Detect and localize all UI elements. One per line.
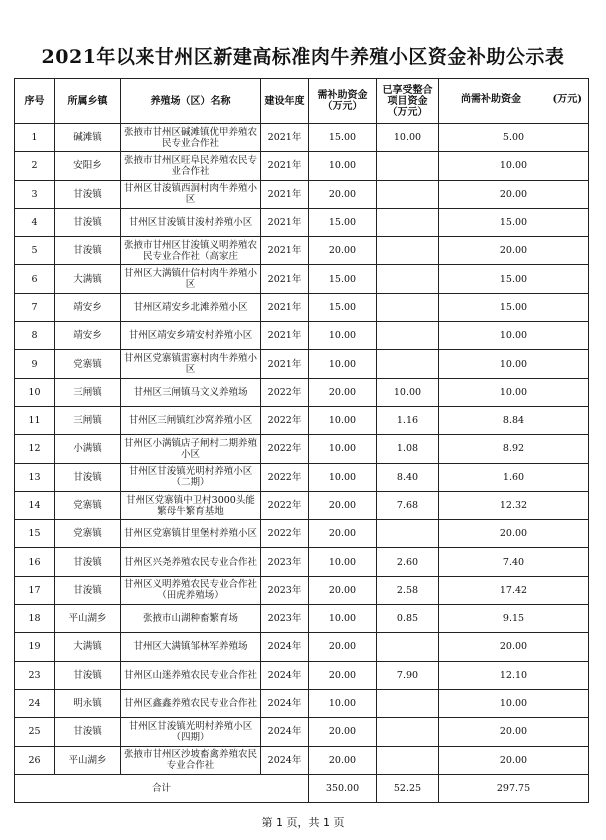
cell-year: 2021年 [261,265,309,293]
cell-received: 2.58 [377,576,439,604]
cell-town: 甘浚镇 [55,463,121,491]
cell-seq: 13 [15,463,55,491]
cell-seq: 16 [15,548,55,576]
cell-year: 2022年 [261,520,309,548]
cell-farm: 张掖市甘州区甘浚镇义明养殖农民专业合作社（高家庄 [121,237,261,265]
cell-seq: 5 [15,237,55,265]
header-remaining-unit: (万元) [552,94,582,105]
cell-received [377,237,439,265]
cell-received: 10.00 [377,124,439,152]
cell-received: 1.08 [377,435,439,463]
cell-need: 20.00 [309,180,377,208]
cell-received: 10.00 [377,378,439,406]
table-row [15,322,589,350]
cell-received: 2.60 [377,548,439,576]
cell-seq: 14 [15,491,55,519]
cell-remaining: 10.00 [439,350,589,378]
cell-received: 7.68 [377,491,439,519]
cell-need: 20.00 [309,491,377,519]
cell-need: 15.00 [309,293,377,321]
table-row [15,293,589,321]
cell-remaining: 20.00 [439,718,589,746]
cell-town: 明永镇 [55,689,121,717]
cell-farm: 张掖市甘州区旺阜民养殖农民专业合作社 [121,152,261,180]
header-remaining-label: 尚需补助资金 [461,94,521,105]
cell-seq: 4 [15,208,55,236]
cell-received [377,322,439,350]
cell-need: 20.00 [309,661,377,689]
cell-remaining: 20.00 [439,237,589,265]
table-row [15,152,589,180]
cell-remaining: 5.00 [439,124,589,152]
table-row [15,548,589,576]
cell-year: 2023年 [261,548,309,576]
cell-remaining: 8.84 [439,406,589,434]
cell-year: 2024年 [261,633,309,661]
cell-need: 10.00 [309,435,377,463]
cell-farm: 张掖市山湖种畜繁育场 [121,605,261,633]
cell-year: 2021年 [261,124,309,152]
totals-label: 合计 [15,774,309,802]
header-need: 需补助资金（万元） [309,79,377,124]
cell-received [377,746,439,774]
cell-remaining: 15.00 [439,208,589,236]
cell-need: 10.00 [309,406,377,434]
cell-need: 15.00 [309,208,377,236]
cell-town: 碱滩镇 [55,124,121,152]
cell-need: 20.00 [309,576,377,604]
table-row [15,350,589,378]
cell-town: 大满镇 [55,265,121,293]
cell-year: 2022年 [261,491,309,519]
table-row [15,208,589,236]
cell-farm: 张掖市甘州区沙坡畜禽养殖农民专业合作社 [121,746,261,774]
cell-need: 20.00 [309,237,377,265]
cell-remaining: 20.00 [439,746,589,774]
cell-need: 10.00 [309,463,377,491]
cell-received [377,718,439,746]
cell-town: 平山湖乡 [55,746,121,774]
table-row [15,237,589,265]
table-row [15,576,589,604]
table-row [15,180,589,208]
cell-need: 15.00 [309,265,377,293]
cell-year: 2021年 [261,237,309,265]
cell-farm: 甘州区甘浚镇光明村养殖小区（四期） [121,718,261,746]
cell-need: 15.00 [309,124,377,152]
cell-year: 2024年 [261,689,309,717]
cell-year: 2023年 [261,605,309,633]
cell-seq: 11 [15,406,55,434]
table-row [15,633,589,661]
cell-town: 甘浚镇 [55,718,121,746]
cell-town: 甘浚镇 [55,237,121,265]
cell-farm: 甘州区靖安乡靖安村养殖小区 [121,322,261,350]
cell-year: 2021年 [261,208,309,236]
cell-year: 2022年 [261,406,309,434]
cell-seq: 8 [15,322,55,350]
cell-seq: 7 [15,293,55,321]
cell-town: 甘浚镇 [55,180,121,208]
cell-year: 2021年 [261,322,309,350]
cell-town: 党寨镇 [55,520,121,548]
cell-farm: 甘州区甘浚镇光明村养殖小区（二期） [121,463,261,491]
cell-year: 2021年 [261,180,309,208]
cell-received [377,265,439,293]
cell-seq: 25 [15,718,55,746]
totals-row [15,774,589,802]
table-row [15,689,589,717]
cell-need: 20.00 [309,633,377,661]
table-row [15,406,589,434]
table-row [15,435,589,463]
cell-farm: 甘州区兴尧养殖农民专业合作社 [121,548,261,576]
cell-need: 20.00 [309,718,377,746]
cell-farm: 甘州区甘浚镇西洞村肉牛养殖小区 [121,180,261,208]
cell-seq: 9 [15,350,55,378]
table-row [15,265,589,293]
cell-seq: 23 [15,661,55,689]
cell-farm: 甘州区甘浚镇甘浚村养殖小区 [121,208,261,236]
cell-remaining: 7.40 [439,548,589,576]
cell-year: 2022年 [261,435,309,463]
cell-remaining: 10.00 [439,689,589,717]
cell-year: 2021年 [261,293,309,321]
cell-year: 2024年 [261,746,309,774]
cell-need: 20.00 [309,746,377,774]
cell-farm: 甘州区三闸镇马文义养殖场 [121,378,261,406]
cell-remaining: 10.00 [439,378,589,406]
header-seq: 序号 [15,79,55,124]
cell-remaining: 1.60 [439,463,589,491]
cell-remaining: 20.00 [439,633,589,661]
cell-farm: 甘州区大满镇什信村肉牛养殖小区 [121,265,261,293]
cell-year: 2023年 [261,576,309,604]
cell-received [377,520,439,548]
cell-remaining: 17.42 [439,576,589,604]
cell-town: 靖安乡 [55,322,121,350]
cell-seq: 10 [15,378,55,406]
cell-need: 10.00 [309,548,377,576]
cell-need: 10.00 [309,152,377,180]
table-row [15,605,589,633]
cell-seq: 19 [15,633,55,661]
cell-received [377,180,439,208]
cell-received [377,208,439,236]
table-header-row [15,79,589,124]
cell-seq: 15 [15,520,55,548]
cell-received [377,293,439,321]
cell-farm: 甘州区党寨镇雷寨村肉牛养殖小区 [121,350,261,378]
table-row [15,378,589,406]
cell-remaining: 20.00 [439,180,589,208]
cell-remaining: 8.92 [439,435,589,463]
cell-farm: 甘州区小满镇店子闸村二期养殖小区 [121,435,261,463]
cell-year: 2022年 [261,463,309,491]
table-row [15,491,589,519]
header-year: 建设年度 [261,79,309,124]
cell-town: 小满镇 [55,435,121,463]
table-row [15,718,589,746]
cell-need: 10.00 [309,322,377,350]
cell-seq: 2 [15,152,55,180]
cell-remaining: 15.00 [439,293,589,321]
table-row [15,520,589,548]
cell-received [377,633,439,661]
cell-received [377,689,439,717]
cell-town: 甘浚镇 [55,208,121,236]
cell-town: 三闸镇 [55,378,121,406]
cell-seq: 6 [15,265,55,293]
table-row [15,746,589,774]
header-remaining [439,79,589,124]
cell-year: 2021年 [261,350,309,378]
cell-farm: 甘州区三闸镇红沙窝养殖小区 [121,406,261,434]
table-row [15,661,589,689]
table-row [15,463,589,491]
cell-seq: 12 [15,435,55,463]
cell-remaining: 20.00 [439,520,589,548]
cell-remaining: 9.15 [439,605,589,633]
cell-seq: 17 [15,576,55,604]
page-title: 2021年以来甘州区新建高标准肉牛养殖小区资金补助公示表 [41,46,565,68]
cell-need: 20.00 [309,520,377,548]
cell-remaining: 10.00 [439,322,589,350]
cell-town: 三闸镇 [55,406,121,434]
cell-received: 1.16 [377,406,439,434]
cell-town: 大满镇 [55,633,121,661]
cell-farm: 张掖市甘州区碱滩镇优甲养殖农民专业合作社 [121,124,261,152]
cell-received [377,350,439,378]
header-town: 所属乡镇 [55,79,121,124]
cell-town: 靖安乡 [55,293,121,321]
cell-town: 党寨镇 [55,491,121,519]
subsidy-table [14,78,589,803]
cell-year: 2024年 [261,661,309,689]
page-footer: 第 1 页，共 1 页 [261,816,345,829]
cell-need: 10.00 [309,605,377,633]
cell-need: 10.00 [309,689,377,717]
cell-received: 0.85 [377,605,439,633]
cell-received: 7.90 [377,661,439,689]
cell-need: 20.00 [309,378,377,406]
cell-seq: 1 [15,124,55,152]
cell-received: 8.40 [377,463,439,491]
cell-seq: 24 [15,689,55,717]
cell-received [377,152,439,180]
cell-need: 10.00 [309,350,377,378]
cell-town: 安阳乡 [55,152,121,180]
cell-farm: 甘州区鑫鑫养殖农民专业合作社 [121,689,261,717]
cell-farm: 甘州区靖安乡北滩养殖小区 [121,293,261,321]
header-received: 已享受整合项目资金（万元） [377,79,439,124]
cell-farm: 甘州区义明养殖农民专业合作社（田虎养殖场） [121,576,261,604]
cell-seq: 26 [15,746,55,774]
cell-remaining: 15.00 [439,265,589,293]
table-row [15,124,589,152]
cell-farm: 甘州区党寨镇甘里堡村养殖小区 [121,520,261,548]
cell-remaining: 12.10 [439,661,589,689]
totals-need: 350.00 [309,774,377,802]
cell-town: 甘浚镇 [55,661,121,689]
cell-farm: 甘州区大满镇邹林军养殖场 [121,633,261,661]
cell-year: 2024年 [261,718,309,746]
cell-town: 平山湖乡 [55,605,121,633]
cell-year: 2021年 [261,152,309,180]
cell-farm: 甘州区山迷养殖农民专业合作社 [121,661,261,689]
cell-remaining: 12.32 [439,491,589,519]
cell-town: 甘浚镇 [55,548,121,576]
header-farm: 养殖场（区）名称 [121,79,261,124]
cell-year: 2022年 [261,378,309,406]
totals-received: 52.25 [377,774,439,802]
cell-seq: 18 [15,605,55,633]
cell-farm: 甘州区党寨镇中卫村3000头能繁母牛繁育基地 [121,491,261,519]
cell-town: 党寨镇 [55,350,121,378]
cell-remaining: 10.00 [439,152,589,180]
totals-remaining: 297.75 [439,774,589,802]
cell-town: 甘浚镇 [55,576,121,604]
cell-seq: 3 [15,180,55,208]
